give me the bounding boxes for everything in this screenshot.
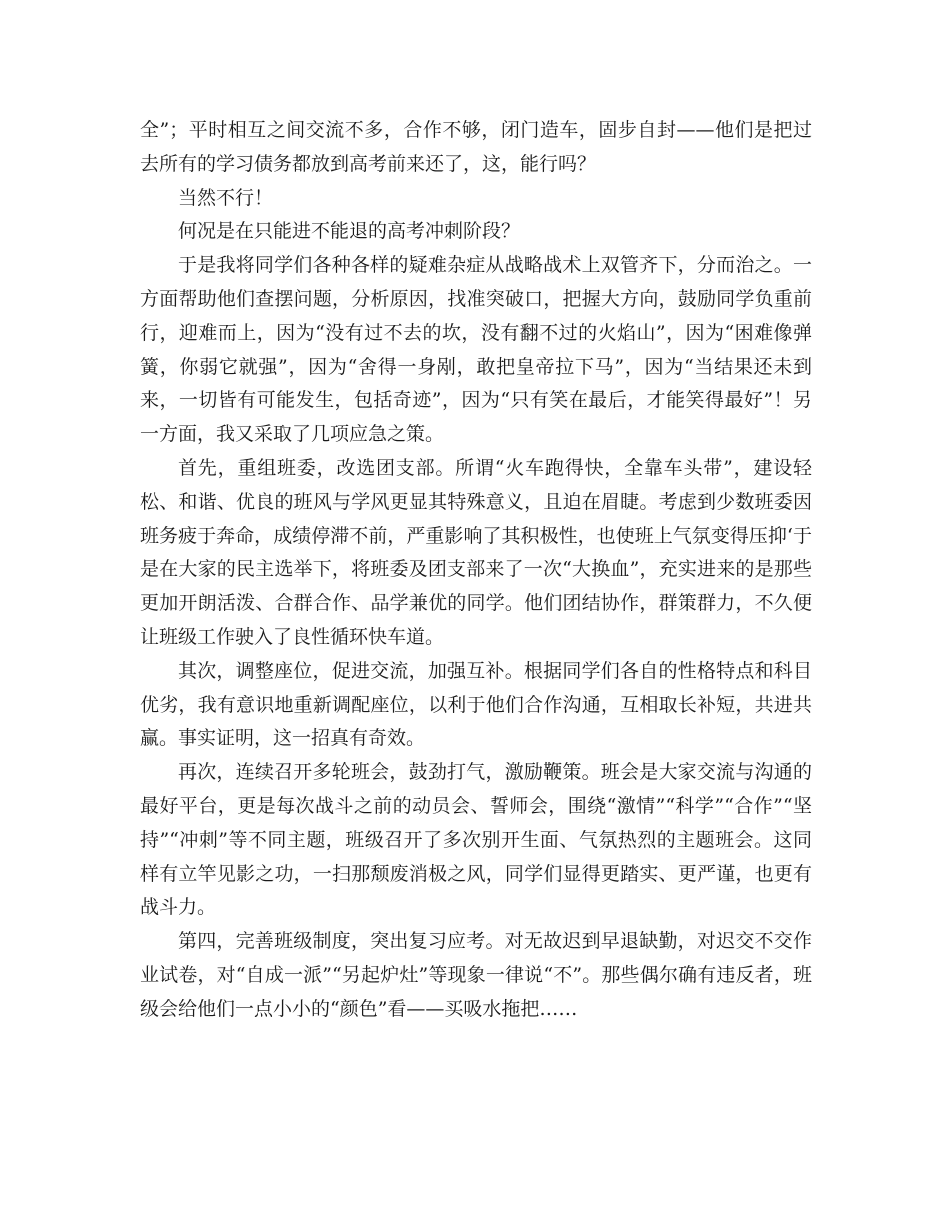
- document-body: [140, 114, 812, 1027]
- paragraph-1: 全”；平时相互之间交流不多，合作不够，闭门造车，固步自封——他们是把过去所有的学习债务都放到高考前来还了，这，能行吗？: [140, 119, 812, 175]
- paragraph-4: 于是我将同学们各种各样的疑难杂症从战略战术上双管齐下，分而治之。一方面帮助他们查摆问题，分析原因，找准突破口，把握大方向，鼓励同学负重前行，迎难而上，因为“没有过不去的坎，没有翻不过的火焰山”，因为“困难像弹簧，你弱它就强”，因为“舍得一身剐，敢把皇帝拉下马”，因为“当结果还未到来，一切皆有可能发生，包括奇迹”，因为“只有笑在最后，才能笑得最好”！另一方面，我又采取了几项应急之策。: [140, 254, 812, 446]
- paragraph-6: 其次，调整座位，促进交流，加强互补。根据同学们各自的性格特点和科目优劣，我有意识地重新调配座位，以利于他们合作沟通，互相取长补短，共进共赢。事实证明，这一招真有奇效。: [140, 659, 812, 750]
- paragraph-3: 何况是在只能进不能退的高考冲刺阶段？: [178, 220, 521, 243]
- paragraph-5: 首先，重组班委，改选团支部。所谓“火车跑得快，全靠车头带”，建设轻松、和谐、优良的班风与学风更显其特殊意义，且迫在眉睫。考虑到少数班委因班务疲于奔命，成绩停滞不前，严重影响了其积极性，也使班上气氛变得压抑‘于是在大家的民主选举下，将班委及团支部来了一次“大换血”，充实进来的是那些更加开朗活泼、合群合作、品学兼优的同学。他们团结协作，群策群力，不久便让班级工作驶入了良性循环快车道。: [140, 456, 812, 648]
- paragraph-2: 当然不行！: [178, 186, 274, 209]
- paragraph-8: 第四，完善班级制度，突出复习应考。对无故迟到早退缺勤，对迟交不交作业试卷，对“自成一派”“另起炉灶”等现象一律说“不”。那些偶尔确有违反者，班级会给他们一点小小的“颜色”看——买吸水拖把……: [140, 930, 812, 1020]
- paragraph-7: 再次，连续召开多轮班会，鼓劲打气，激励鞭策。班会是大家交流与沟通的最好平台，更是每次战斗之前的动员会、誓师会，围绕“激情”“科学”“合作”“坚持”“冲刺”等不同主题，班级召开了多次别开生面、气氛热烈的主题班会。这同样有立竿见影之功，一扫那颓废消极之风，同学们显得更踏实、更严谨，也更有战斗力。: [140, 761, 812, 919]
